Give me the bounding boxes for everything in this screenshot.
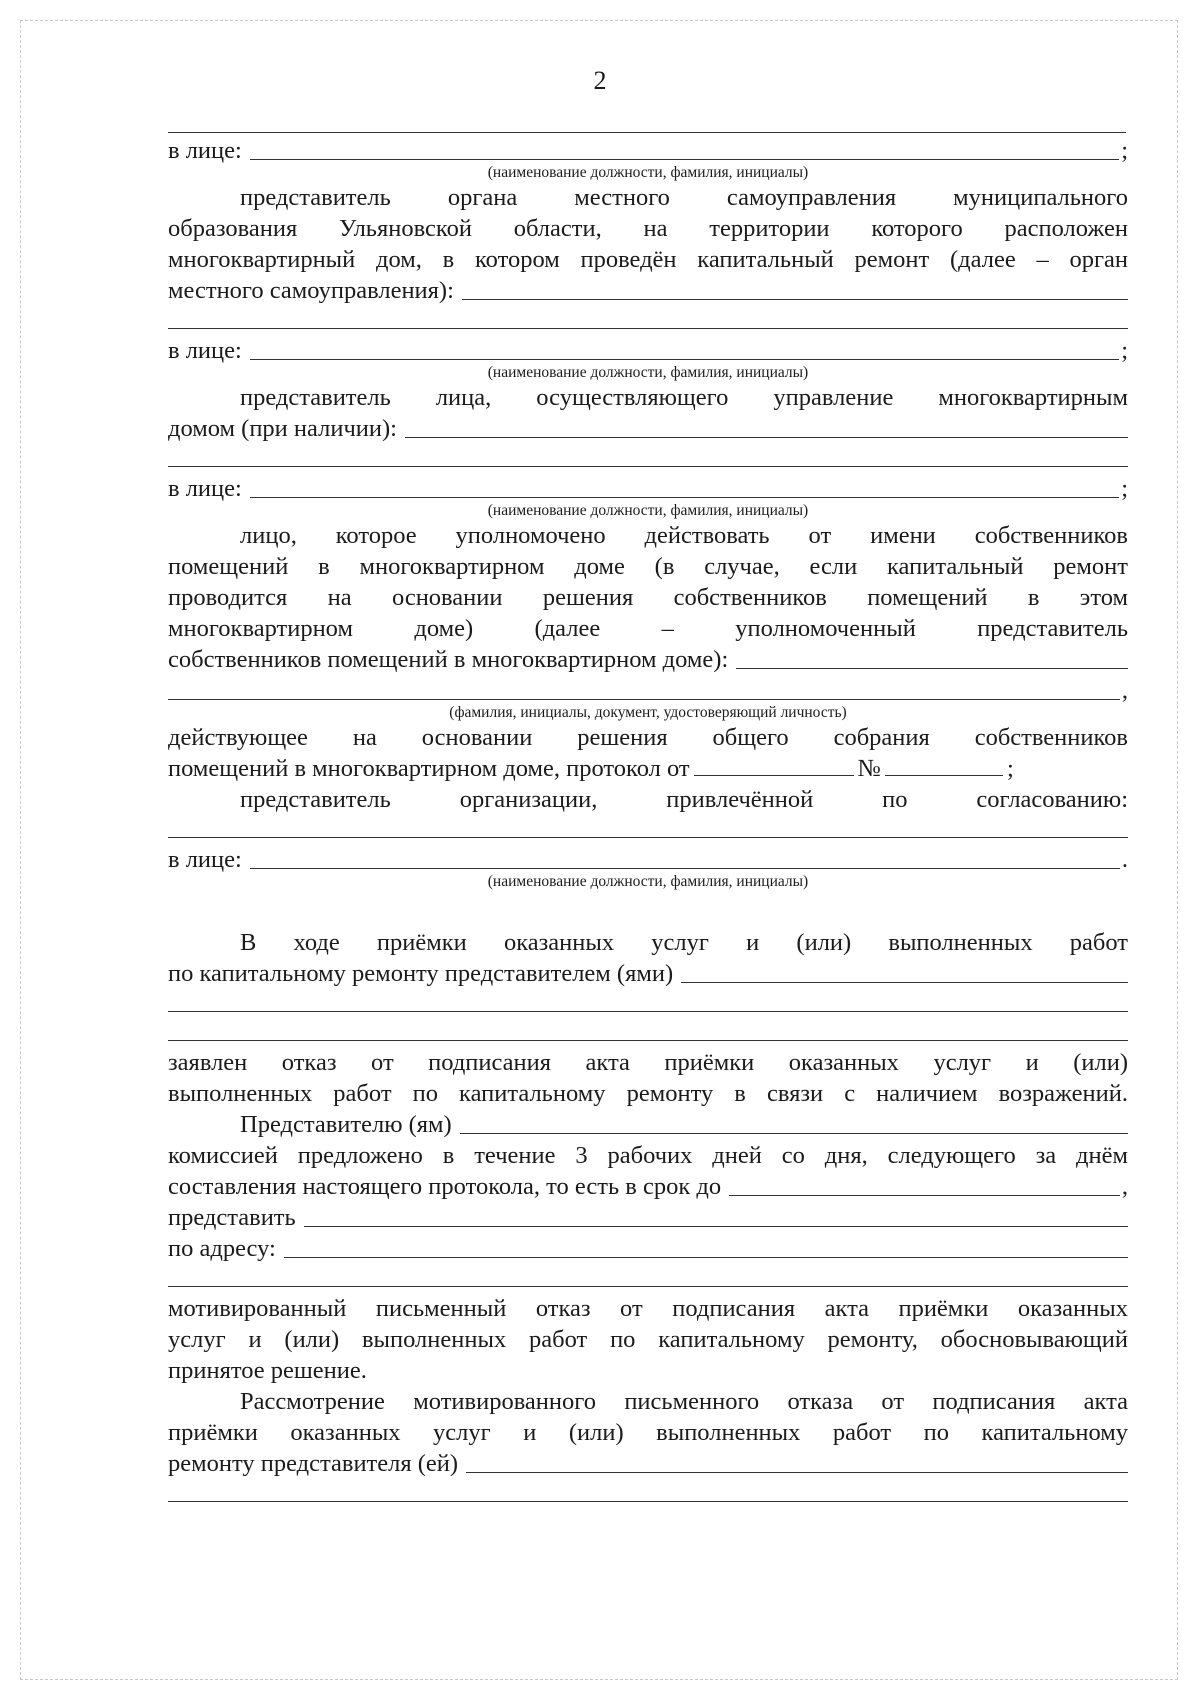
input-line[interactable] [466, 1450, 1128, 1473]
label-in-person: в лице: [168, 846, 242, 873]
text-line: мотивированный письменный отказ от подписания акта приёмки оказанных [168, 1295, 1128, 1322]
input-line[interactable] [250, 846, 1120, 869]
text-line: многоквартирном доме) (далее – уполномоченный представитель [168, 615, 1128, 642]
caption: (наименование должности, фамилия, инициалы) [487, 502, 809, 519]
input-line[interactable] [168, 1264, 1128, 1287]
input-line[interactable] [462, 277, 1128, 300]
text-line: лицо, которое уполномочено действовать от имени собственников [240, 522, 1128, 549]
field-blank[interactable] [168, 1479, 1128, 1508]
text-line: приёмки оказанных услуг и (или) выполненных работ по капитальному [168, 1419, 1128, 1446]
text-line: заявлен отказ от подписания акта приёмки оказанных услуг и (или) [168, 1049, 1128, 1076]
text-line: В ходе приёмки оказанных услуг и (или) выполненных работ [240, 929, 1128, 956]
protocol-date-input[interactable] [694, 755, 854, 776]
blank-line [168, 132, 1126, 133]
text-line: комиссией предложено в течение 3 рабочих дней со дня, следующего за днём [168, 1142, 1128, 1169]
field-blank[interactable] [168, 306, 1128, 335]
label-owners: собственников помещений в многоквартирном доме): [168, 646, 729, 673]
protocol-number-input[interactable] [885, 755, 1003, 776]
text-line: Рассмотрение мотивированного письменного отказа от подписания акта [240, 1388, 1128, 1415]
field-submit[interactable]: представить [168, 1202, 1128, 1233]
field-representatives[interactable]: по капитальному ремонту представителем (ями) [168, 958, 1128, 989]
text-line: представитель лица, осуществляющего управление многоквартирным [240, 384, 1128, 411]
text-line: действующее на основании решения общего собрания собственников [168, 724, 1128, 751]
label-local-gov: местного самоуправления): [168, 277, 454, 304]
field-blank[interactable] [168, 1264, 1128, 1293]
label-in-person: в лице: [168, 137, 242, 164]
field-protocol[interactable]: помещений в многоквартирном доме, протокол от № ; [168, 755, 1014, 782]
field-deadline[interactable]: составления настоящего протокола, то есть в срок до , [168, 1173, 1128, 1200]
text-line: выполненных работ по капитальному ремонту в связи с наличием возражений. [168, 1080, 1128, 1107]
text-line: представитель органа местного самоуправления муниципального [240, 184, 1128, 211]
input-line[interactable] [250, 475, 1119, 498]
input-line[interactable] [736, 646, 1128, 669]
text-line: принятое решение. [168, 1357, 367, 1384]
input-line[interactable] [250, 137, 1119, 160]
field-review[interactable]: ремонту представителя (ей) [168, 1448, 1128, 1479]
input-line[interactable] [250, 337, 1119, 360]
caption: (наименование должности, фамилия, инициалы) [487, 364, 809, 381]
label-in-person: в лице: [168, 475, 242, 502]
input-line[interactable] [168, 815, 1128, 838]
field-identity[interactable]: , [168, 675, 1128, 706]
input-line[interactable] [168, 677, 1120, 700]
field-local-gov[interactable] [168, 275, 1128, 306]
label-in-person: в лице: [168, 337, 242, 364]
page-number: 2 [593, 66, 607, 95]
deadline-input[interactable] [729, 1173, 1120, 1196]
address-input[interactable] [284, 1235, 1128, 1258]
input-line[interactable] [681, 960, 1128, 983]
field-address[interactable]: по адресу: [168, 1233, 1128, 1264]
caption: (фамилия, инициалы, документ, удостоверяющий личность) [449, 704, 847, 721]
input-line[interactable] [168, 444, 1128, 467]
text-line: помещений в многоквартирном доме (в случае, если капитальный ремонт [168, 553, 1128, 580]
field-in-person-1[interactable]: в лице: ; [168, 137, 1128, 164]
document-body [168, 132, 1148, 1508]
field-in-person-3[interactable]: в лице: ; [168, 475, 1128, 502]
field-in-person-4[interactable]: в лице: . [168, 846, 1128, 873]
text-line: проводится на основании решения собственников помещений в этом [168, 584, 1128, 611]
text-line: услуг и (или) выполненных работ по капитальному ремонту, обосновывающий [168, 1326, 1128, 1353]
field-blank[interactable] [168, 1018, 1128, 1047]
input-line[interactable] [168, 989, 1128, 1012]
label-manager: домом (при наличии): [168, 415, 397, 442]
input-line[interactable] [168, 306, 1128, 329]
field-owners[interactable] [168, 644, 1128, 675]
field-manager[interactable] [168, 413, 1128, 444]
field-representative[interactable]: Представителю (ям) [168, 1109, 1128, 1140]
field-blank[interactable] [168, 815, 1128, 844]
input-line[interactable] [168, 1018, 1128, 1041]
caption: (наименование должности, фамилия, инициалы) [487, 164, 809, 181]
input-line[interactable] [304, 1204, 1128, 1227]
text-line: представитель организации, привлечённой по согласованию: [240, 786, 1128, 813]
input-line[interactable] [168, 1479, 1128, 1502]
field-blank[interactable] [168, 989, 1128, 1018]
input-line[interactable] [460, 1111, 1128, 1134]
field-blank[interactable] [168, 444, 1128, 473]
text-line: образования Ульяновской области, на территории которого расположен [168, 215, 1128, 242]
input-line[interactable] [405, 415, 1128, 438]
caption: (наименование должности, фамилия, инициалы) [487, 873, 809, 890]
field-in-person-2[interactable]: в лице: ; [168, 337, 1128, 364]
text-line: многоквартирный дом, в котором проведён капитальный ремонт (далее – орган [168, 246, 1128, 273]
